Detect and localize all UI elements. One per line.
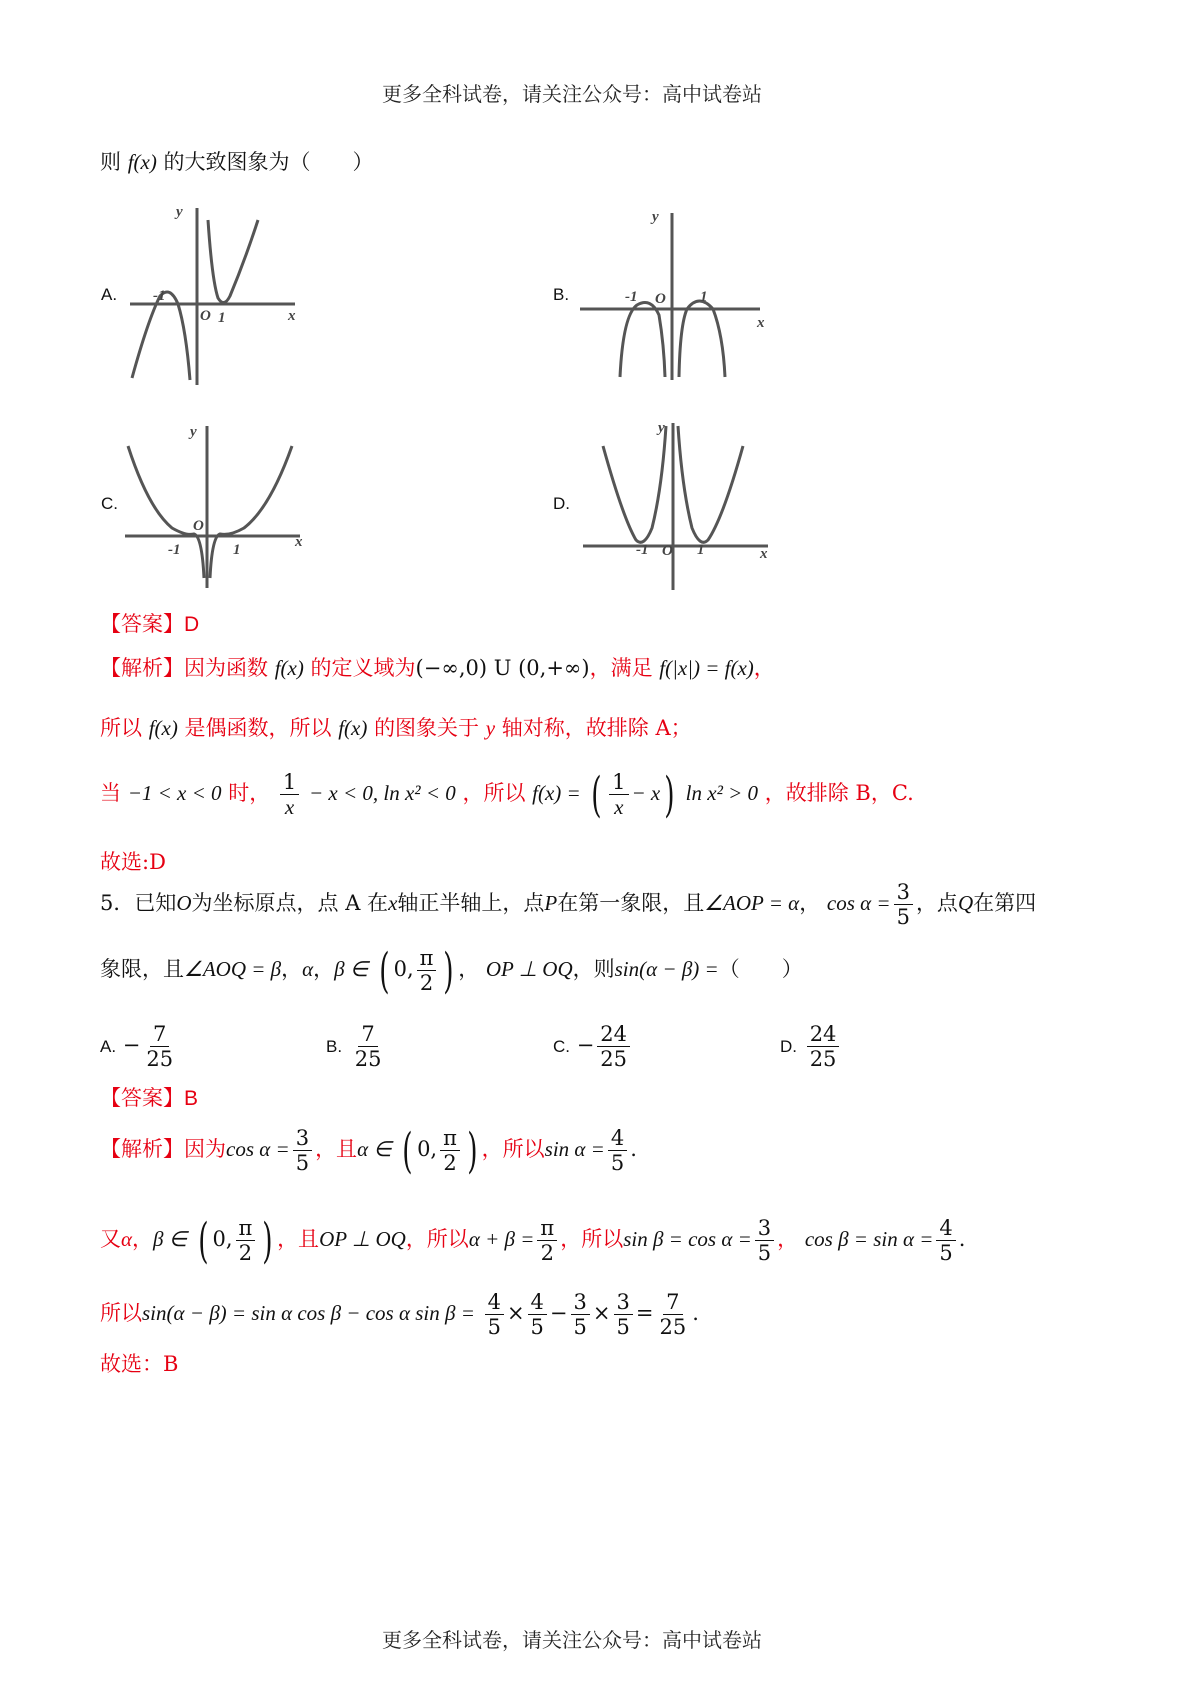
q5-a2-perp: OP ⊥ OQ xyxy=(319,1227,406,1252)
q4-a2-fx2: f(x) xyxy=(338,716,368,740)
q5-l1-g: 在第一象限，且 xyxy=(557,891,705,916)
graph-a-y-label: y xyxy=(176,204,183,220)
q5-option-c-frac: $\frac{24}{25}$ xyxy=(597,1022,630,1071)
q4-a3-fx: f(x) = xyxy=(532,781,581,806)
graph-a-origin: O xyxy=(200,308,211,324)
q4-a3-range: −1 < x < 0 xyxy=(127,781,222,806)
q5-l2-a: 象限，且 xyxy=(100,957,184,982)
q5-l2-e: ， xyxy=(313,957,335,982)
q5-a1-f: ，所以 xyxy=(481,1137,545,1162)
q5-a1-cos: cos α = xyxy=(226,1137,290,1162)
q5-option-d-frac: $\frac{24}{25}$ xyxy=(807,1022,840,1071)
q5-option-c[interactable] xyxy=(553,1022,633,1071)
q5-l1-k: ，点 xyxy=(915,891,958,916)
q5-a2-zero: 0, xyxy=(212,1227,233,1252)
q5-analysis-line3: 所以sin(α − β) = sin α cos β − cos α sin β = $\frac{4}{5}$ × $\frac{4}{5}$ − $\frac{3}{5}$ × $\frac{3}{5}$ = $\frac{7}{25}$ . xyxy=(100,1290,699,1340)
q4-stem-suffix: 的大致图象为（ ） xyxy=(163,150,374,174)
graph-a-neg-one: -1 xyxy=(153,288,166,304)
q4-stem-fx: f(x) xyxy=(127,150,157,174)
graph-c-one: 1 xyxy=(233,542,241,558)
graph-b-left-branch xyxy=(620,303,665,377)
q4-a3-c: 时， xyxy=(228,781,271,806)
q4-a3-ineq: − x < 0, ln x² < 0 xyxy=(308,781,456,806)
graph-c-right-branch xyxy=(210,446,292,578)
graph-d-left-branch xyxy=(603,426,666,542)
q4-a3-ln: ln x² > 0 xyxy=(685,781,759,806)
q5-l2-c: ， xyxy=(281,957,303,982)
graph-d xyxy=(578,418,778,596)
q5-a3-frac5: $\frac{7}{25}$ xyxy=(659,1290,687,1340)
q4-analysis-tag: 【解析】 xyxy=(100,656,184,680)
q5-l2-beta-in: β ∈ xyxy=(334,957,369,982)
q5-a1-alpha-in: α ∈ xyxy=(357,1137,392,1162)
q5-a2-sum: α + β = xyxy=(468,1227,535,1252)
q4-a1-even-eq: f(|x|) = f(x) xyxy=(659,656,754,680)
q5-l1-angle: ∠AOP = α xyxy=(704,891,800,916)
q5-analysis-line1: 【解析】因为cos α = $\frac{3}{5}$ ，且α ∈ ( 0, $\frac{\pi}{2}$ ) ，所以sin α = $\frac{4}{5}$ . xyxy=(100,1122,637,1179)
graph-b-neg-one: -1 xyxy=(625,289,638,305)
graph-d-y-label: y xyxy=(658,420,665,436)
q5-option-a[interactable] xyxy=(100,1022,179,1071)
q5-a1-sin: sin α = xyxy=(544,1137,605,1162)
q5-a2-frac2: $\frac{\pi}{2}$ xyxy=(537,1216,557,1265)
q5-a2-o: . xyxy=(958,1227,966,1252)
q5-a1-frac2: $\frac{\pi}{2}$ xyxy=(440,1126,460,1175)
q5-l1-a: 5．已知 xyxy=(100,891,177,916)
q5-a2-frac3: $\frac{3}{5}$ xyxy=(755,1216,774,1265)
q4-a3-e: ，所以 xyxy=(462,781,526,806)
q4-a1-g: ， xyxy=(753,656,775,680)
q5-a3-frac2: $\frac{4}{5}$ xyxy=(528,1290,547,1339)
q5-a3-identity: sin(α − β) = sin α cos β − cos α sin β = xyxy=(142,1301,475,1326)
q5-l2-h: ， xyxy=(458,957,480,982)
graph-c-origin: O xyxy=(193,518,204,534)
q5-option-b[interactable] xyxy=(326,1022,387,1071)
q4-a2-a: 所以 xyxy=(100,716,142,740)
graph-d-right-branch xyxy=(678,426,743,542)
q4-a2-e: 的图象关于 xyxy=(374,716,480,740)
graph-d-neg-one: -1 xyxy=(636,542,649,558)
q5-answer xyxy=(100,1082,198,1112)
q5-l1-c: 为坐标原点，点 A 在 xyxy=(191,891,389,916)
q5-answer-tag: 【答案】 xyxy=(100,1086,184,1110)
graph-b-origin: O xyxy=(655,291,666,307)
q5-a2-c: ， xyxy=(132,1227,154,1252)
q4-a3-h: ，故排除 B，C. xyxy=(764,781,914,806)
q4-a1-a: 因为函数 xyxy=(184,656,268,680)
graph-d-x-label: x xyxy=(760,546,768,562)
q4-a1-fx: f(x) xyxy=(274,656,304,680)
q5-a1-a: 因为 xyxy=(184,1137,226,1162)
q5-stem-line1 xyxy=(100,880,1036,929)
q5-option-d-label: D. xyxy=(780,1037,797,1057)
q5-a2-beta-in: β ∈ xyxy=(153,1227,188,1252)
q5-a2-cosbeta: cos β = sin α = xyxy=(804,1227,934,1252)
q5-stem-line2: 象限，且∠AOQ = β，α，β ∈ ( 0, $\frac{\pi}{2}$ ) ， OP ⊥ OQ，则sin(α − β) =（ ） xyxy=(100,942,803,999)
q5-option-d[interactable] xyxy=(780,1022,842,1071)
q5-option-b-label: B. xyxy=(326,1037,343,1057)
graph-b-x-label: x xyxy=(757,315,765,331)
q5-l1-e: 轴正半轴上，点 xyxy=(397,891,545,916)
q4-stem xyxy=(100,146,374,176)
page-footer: 更多全科试卷，请关注公众号：高中试卷站 xyxy=(382,1628,762,1652)
q5-a2-frac4: $\frac{4}{5}$ xyxy=(936,1216,955,1265)
q5-a3-frac1: $\frac{4}{5}$ xyxy=(485,1290,504,1339)
q4-a1-domain: (−∞,0) U (0,+∞) xyxy=(415,656,590,680)
q4-choice: 故选:D xyxy=(100,850,166,874)
q5-l1-o: O xyxy=(176,891,192,916)
graph-b-right-branch xyxy=(679,301,725,377)
q5-choice: 故选：B xyxy=(100,1352,179,1376)
q4-answer-tag: 【答案】 xyxy=(100,612,184,636)
q4-answer-value: D xyxy=(184,613,200,636)
q5-a2-a: 又 xyxy=(100,1227,121,1252)
q5-a2-alpha: α xyxy=(121,1227,133,1252)
q5-l2-alpha: α xyxy=(302,957,314,982)
q5-l1-m: 在第四 xyxy=(973,891,1037,916)
graph-c-neg-one: -1 xyxy=(168,542,181,558)
graph-b xyxy=(575,205,775,385)
q5-l1-p: P xyxy=(544,891,558,916)
graph-a xyxy=(120,200,310,390)
q5-l2-sin: sin(α − β) = xyxy=(614,957,719,982)
q5-l2-zero: 0, xyxy=(393,957,414,982)
q5-option-c-label: C. xyxy=(553,1037,570,1057)
q5-l2-j: ，则 xyxy=(572,957,615,982)
q5-a3-frac4: $\frac{3}{5}$ xyxy=(614,1290,633,1339)
q4-a2-y: y xyxy=(485,716,496,740)
q5-a1-h: . xyxy=(630,1137,637,1162)
graph-d-origin: O xyxy=(662,543,673,559)
q5-a2-f: ，且 xyxy=(277,1227,320,1252)
q4-answer xyxy=(100,608,199,638)
q5-option-a-frac: $\frac{7}{25}$ xyxy=(146,1022,174,1072)
q5-option-c-sign: − xyxy=(576,1033,595,1058)
q4-analysis-line1 xyxy=(100,652,775,682)
graph-d-one: 1 xyxy=(697,542,705,558)
q5-a1-c: ，且 xyxy=(315,1137,358,1162)
graph-c-y-label: y xyxy=(190,424,197,440)
q5-a3-a: 所以 xyxy=(100,1301,142,1326)
q5-a1-frac1: $\frac{3}{5}$ xyxy=(293,1126,312,1175)
q4-a2-g: 轴对称，故排除 A； xyxy=(501,716,692,740)
q5-l2-paren: （ ） xyxy=(718,957,803,982)
graph-a-right-branch xyxy=(208,220,258,303)
q4-analysis-line3: 当 −1 < x < 0 时， $\frac{1}{x}$ − x < 0, ln x² < 0 ，所以 f(x) = ( $\frac{1}{x}$ − x) ln x² > 0 ，故排除 B，C. xyxy=(100,766,914,823)
q5-option-a-label: A. xyxy=(100,1037,117,1057)
q4-stem-prefix: 则 xyxy=(100,150,121,174)
q4-a2-c: 是偶函数，所以 xyxy=(184,716,332,740)
graph-option-a-label[interactable]: A. xyxy=(101,285,118,304)
q5-option-b-frac: $\frac{7}{25}$ xyxy=(354,1022,382,1072)
q4-a1-c: 的定义域为 xyxy=(310,656,416,680)
graph-option-c-label[interactable]: C. xyxy=(101,494,118,513)
q5-a3-frac3: $\frac{3}{5}$ xyxy=(571,1290,590,1339)
graph-a-x-label: x xyxy=(288,308,296,324)
q5-l2-frac: $\frac{\pi}{2}$ xyxy=(417,946,437,995)
q5-a2-j: ，所以 xyxy=(560,1227,624,1252)
graph-b-y-label: y xyxy=(652,209,659,225)
q5-l1-i: ， xyxy=(799,891,821,916)
q5-a2-sinbeta: sin β = cos α = xyxy=(623,1227,752,1252)
q5-l2-perp: OP ⊥ OQ xyxy=(485,957,573,982)
graph-option-d-label[interactable]: D. xyxy=(553,494,570,513)
q5-a1-frac3: $\frac{4}{5}$ xyxy=(608,1126,627,1175)
q5-option-a-sign: − xyxy=(122,1033,141,1058)
q5-a1-zero: 0, xyxy=(417,1137,438,1162)
graph-b-one: 1 xyxy=(700,289,708,305)
graph-a-one: 1 xyxy=(218,310,226,326)
q4-analysis-line2 xyxy=(100,712,692,742)
q5-a2-h: ，所以 xyxy=(405,1227,469,1252)
q5-analysis-tag: 【解析】 xyxy=(100,1137,184,1162)
q4-a2-fx: f(x) xyxy=(148,716,178,740)
page-header: 更多全科试卷，请关注公众号：高中试卷站 xyxy=(382,82,762,106)
q5-l1-frac: $\frac{3}{5}$ xyxy=(894,880,913,929)
graph-c-left-branch xyxy=(128,446,204,578)
q5-l2-angle: ∠AOQ = β xyxy=(184,957,282,982)
q5-a2-l: ， xyxy=(777,1227,799,1252)
q5-l1-q: Q xyxy=(957,891,974,916)
q5-analysis-line2: 又α，β ∈ ( 0, $\frac{\pi}{2}$ ) ，且OP ⊥ OQ，所以α + β = $\frac{\pi}{2}$ ，所以sin β = cos α = $\frac{3}{5}$ ， cos β = sin α = $\frac{4}{5}$ . xyxy=(100,1212,966,1269)
graph-c xyxy=(120,418,310,593)
q4-a1-e: ，满足 xyxy=(589,656,653,680)
q5-a2-frac1: $\frac{\pi}{2}$ xyxy=(236,1216,256,1265)
graph-c-x-label: x xyxy=(295,534,303,550)
q4-a3-a: 当 xyxy=(100,781,121,806)
q4-a3-frac: $\frac{1}{x}$ xyxy=(280,770,299,819)
q5-answer-value: B xyxy=(184,1087,199,1110)
graph-option-b-label[interactable]: B. xyxy=(553,285,570,304)
q5-l1-x: x xyxy=(388,891,398,916)
q5-l1-cos: cos α = xyxy=(826,891,891,916)
